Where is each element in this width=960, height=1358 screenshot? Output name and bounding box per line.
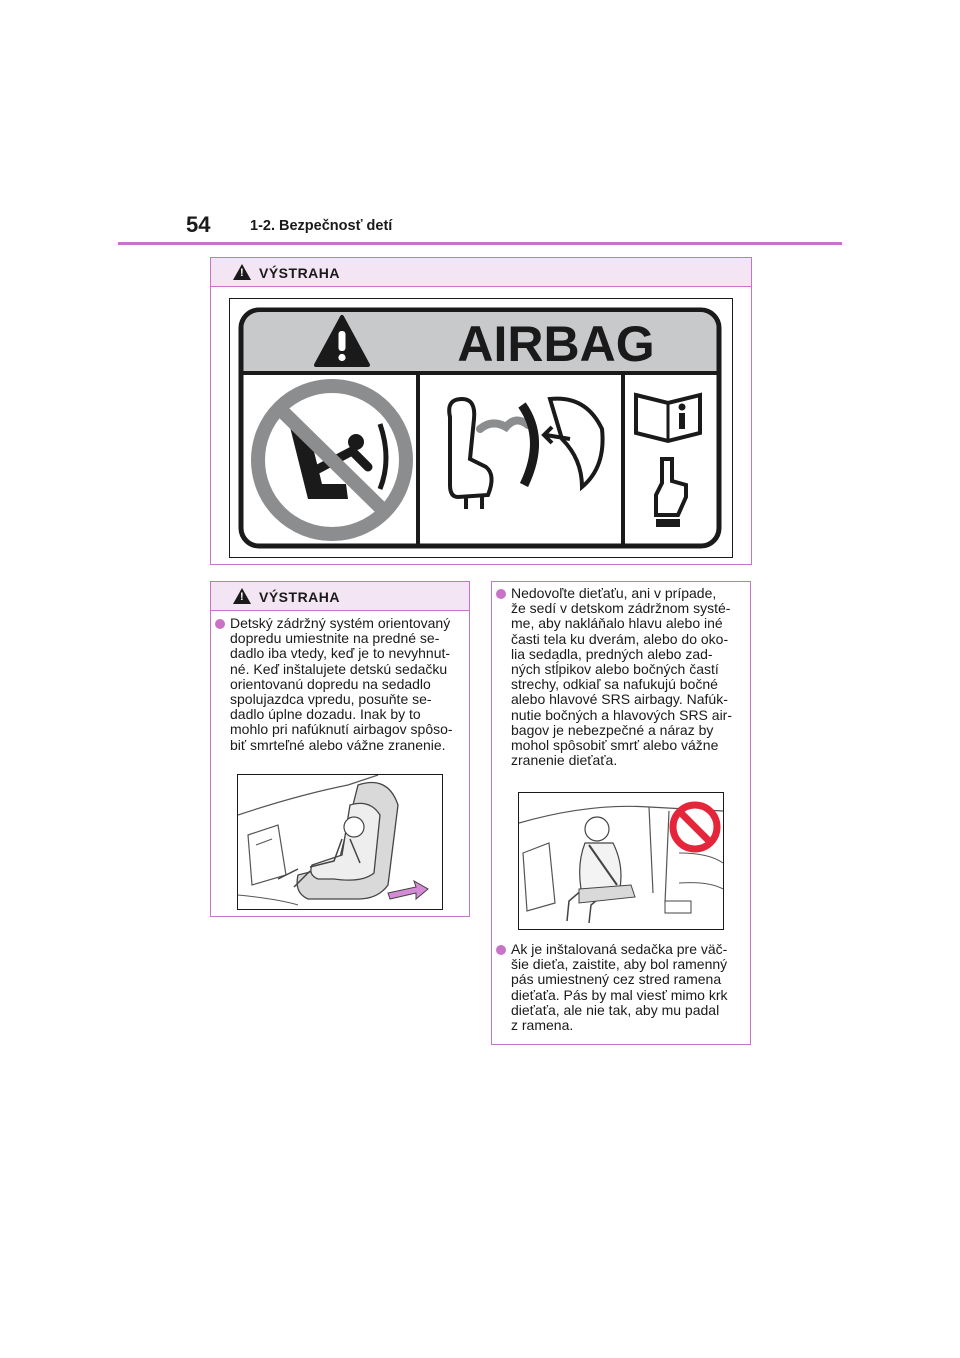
- airbag-label-text: AIRBAG: [457, 316, 655, 372]
- text-line: né. Keď inštalujete detskú sedačku: [230, 660, 448, 677]
- warning-title: VÝSTRAHA: [259, 265, 341, 281]
- forward-seat-drawing: [238, 775, 442, 909]
- text-line: spolujazdca vpredu, posuňte se-: [230, 691, 432, 708]
- text-line: strechy, odkiaľ sa nafukujú bočné: [511, 676, 718, 693]
- text-line: mohol spôsobiť smrť alebo vážne: [511, 737, 719, 754]
- text-line: alebo hlavové SRS airbagy. Nafúk-: [511, 691, 728, 708]
- bullet-icon: [496, 945, 506, 955]
- text-line: Ak je inštalovaná sedačka pre väč-: [511, 941, 728, 957]
- airbag-label-graphic: [230, 299, 732, 557]
- text-line: dadlo iba vtedy, keď je to nevyhnut-: [230, 645, 451, 662]
- child-seat-illustration: [237, 774, 443, 910]
- text-line: časti tela ku dverám, alebo do oko-: [511, 630, 729, 647]
- text-line: dieťaťa, ale nie tak, aby mu padal: [511, 1001, 720, 1018]
- warning-text-forward-seat: [230, 616, 453, 753]
- text-line: Nedovoľte dieťaťu, ani v prípade,: [511, 585, 717, 601]
- bullet-icon: [496, 589, 506, 599]
- warning-header: [211, 258, 751, 287]
- text-line: bagov je nebezpečné a náraz by: [511, 721, 714, 738]
- warning-box-child-position: [491, 581, 751, 1045]
- text-line: Detský zádržný systém orientovaný: [230, 615, 451, 631]
- warning-box-airbag: [210, 257, 752, 565]
- text-line: me, aby nakláňalo hlavu alebo iné: [511, 615, 723, 632]
- warning-title: VÝSTRAHA: [259, 589, 341, 605]
- warning-triangle-icon: !: [233, 588, 251, 604]
- text-line: dopredu umiestnite na predné se-: [230, 630, 440, 647]
- prohibition-icon: [673, 805, 717, 849]
- text-line: pás umiestnený cez stred ramena: [511, 971, 722, 988]
- header-rule: [118, 242, 842, 245]
- text-line: že sedí v detskom zádržnom systé-: [511, 600, 731, 617]
- text-line: šie dieťa, zaistite, aby bol ramenný: [511, 956, 728, 973]
- text-line: dieťaťa. Pás by mal viesť mimo krk: [511, 986, 728, 1003]
- child-booster-illustration: [518, 792, 724, 930]
- text-line: ných stĺpikov alebo bočných častí: [511, 661, 719, 678]
- airbag-warning-label: [229, 298, 733, 558]
- text-line: orientovanú dopredu na sedadlo: [230, 675, 431, 692]
- page-number: 54: [186, 212, 211, 237]
- text-line: zranenie dieťaťa.: [511, 752, 618, 769]
- section-title: 1-2. Bezpečnosť detí: [250, 218, 393, 234]
- warning-triangle-icon: !: [233, 264, 251, 280]
- text-line: lia sedadla, predných alebo zad-: [511, 645, 713, 662]
- booster-seat-drawing: [519, 793, 723, 929]
- text-line: dadlo úplne dozadu. Inak by to: [230, 706, 421, 723]
- text-line: z ramena.: [511, 1017, 574, 1034]
- warning-box-forward-seat: [210, 581, 470, 917]
- text-line: mohlo pri nafúknutí airbagov spôso-: [230, 721, 453, 738]
- warning-text-shoulder-belt: [511, 942, 727, 1033]
- bullet-icon: [215, 619, 225, 629]
- text-line: biť smrteľné alebo vážne zranenie.: [230, 736, 446, 753]
- text-line: nutie bočných a hlavových SRS air-: [511, 706, 732, 723]
- warning-text-head-position: [511, 586, 732, 768]
- warning-header: [211, 582, 469, 611]
